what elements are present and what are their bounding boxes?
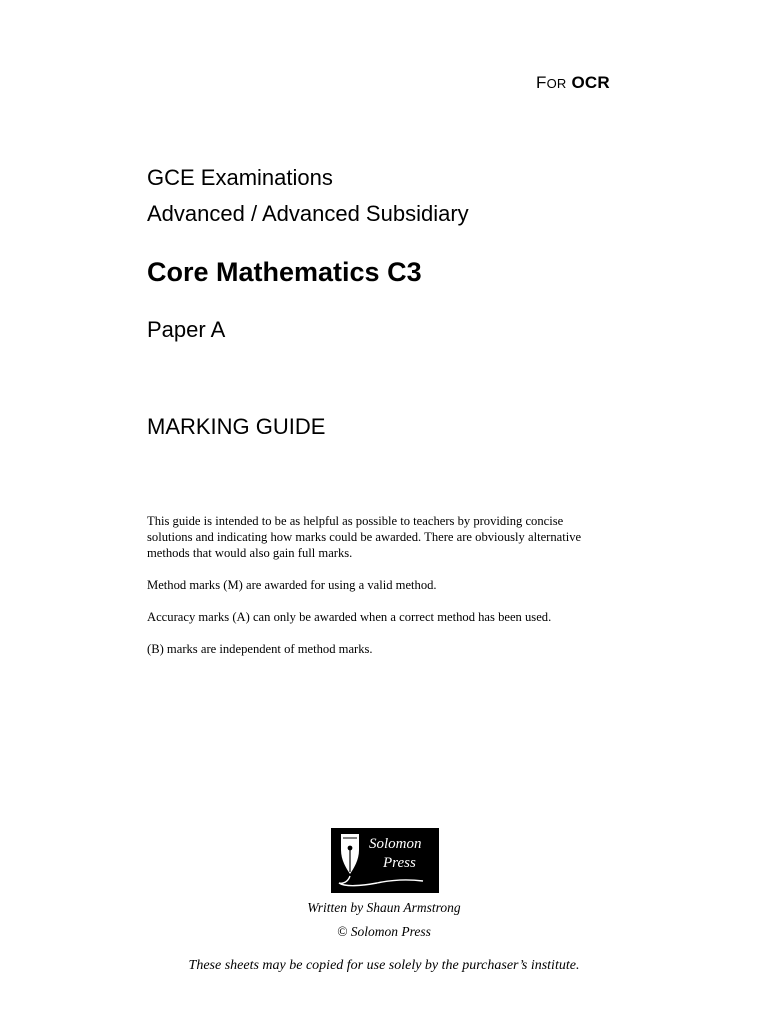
solomon-press-logo — [331, 828, 439, 893]
marking-notes — [147, 513, 617, 673]
copy-permission-notice: These sheets may be copied for use solely by the purchaser’s institute. — [188, 958, 580, 973]
for-rest-letters: OR — [546, 76, 567, 91]
exam-level: Advanced / Advanced Subsidiary — [147, 201, 469, 226]
method-marks-note: Method marks (M) are awarded for using a valid method. — [147, 578, 437, 592]
exam-board-header — [536, 72, 610, 95]
paper-label: Paper A — [147, 317, 226, 342]
board-name: OCR — [571, 73, 610, 92]
logo-text-solomon: Solomon — [369, 836, 422, 852]
accuracy-marks-note: Accuracy marks (A) can only be awarded when a correct method has been used. — [147, 610, 552, 624]
course-title: Core Mathematics C3 — [147, 257, 422, 287]
author-credit: Written by Shaun Armstrong — [307, 900, 461, 915]
copyright-notice: © Solomon Press — [337, 924, 431, 939]
for-first-letter: F — [536, 73, 547, 92]
marking-guide-heading: MARKING GUIDE — [147, 414, 326, 439]
intro-paragraph: This guide is intended to be as helpful as possible to teachers by providing concise solutions and indicating how marks could be awarded. There are obviously alternative methods that would also gain full marks. — [147, 514, 582, 560]
b-marks-note: (B) marks are independent of method marks. — [147, 642, 373, 656]
logo-text-press: Press — [383, 855, 416, 871]
exam-title: GCE Examinations — [147, 165, 333, 190]
